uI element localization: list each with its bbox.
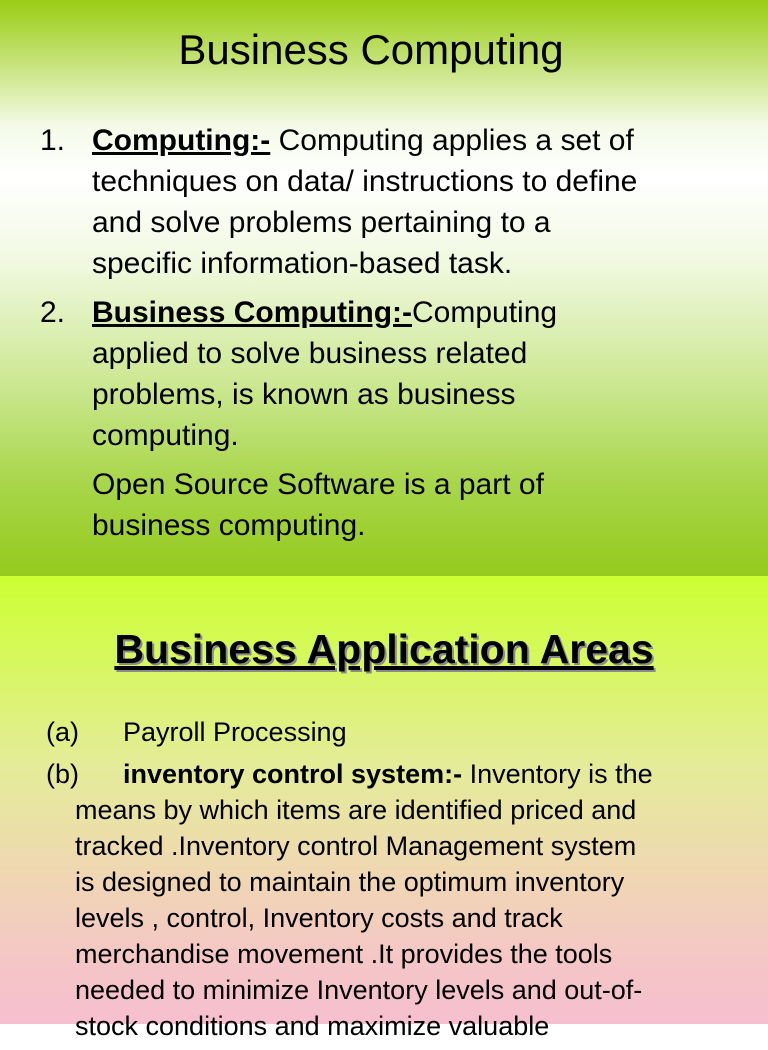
slide-business-application-areas: [0, 576, 768, 1041]
list-item: [46, 714, 726, 750]
item-text-line: problems, is known as business: [92, 378, 516, 411]
item-text-line: and solve problems pertaining to a: [92, 206, 551, 239]
item-number: 1.: [40, 124, 66, 157]
item-text-line: stock conditions and maximize valuable: [75, 1011, 550, 1041]
item-text-line: techniques on data/ instructions to define: [92, 165, 638, 198]
definition-list: [40, 120, 730, 546]
item-label: (b): [46, 759, 79, 789]
item-text: Inventory is the: [462, 759, 653, 789]
slide-title: Business Computing: [178, 26, 564, 73]
item-body: [92, 120, 730, 284]
item-text-line: specific information-based task.: [92, 247, 513, 280]
item-text-line: merchandise movement .It provides the tools: [75, 939, 613, 969]
list-item: [40, 292, 730, 456]
item-continuation: [46, 792, 726, 1044]
list-item: [40, 120, 730, 284]
item-text-line: tracked .Inventory control Management system: [75, 831, 637, 861]
list-item: [46, 756, 726, 1044]
item-text: Payroll Processing: [123, 717, 347, 747]
item-term: Computing:-: [92, 124, 271, 157]
extra-note-line: business computing.: [92, 509, 366, 542]
extra-note-line: Open Source Software is a part of: [92, 468, 544, 501]
item-label: (a): [46, 717, 79, 747]
application-list: [46, 714, 726, 1050]
item-text: Computing applies a set of: [270, 124, 634, 157]
item-body: [92, 292, 730, 456]
item-text-line: means by which items are identified priced and: [75, 795, 637, 825]
item-text-line: computing.: [92, 419, 239, 452]
item-number: 2.: [40, 296, 66, 329]
item-term: inventory control system:-: [123, 759, 463, 789]
slide-title: Business Application Areas: [114, 626, 654, 672]
item-term: Business Computing:-: [92, 296, 412, 329]
extra-note: [92, 464, 730, 546]
item-text-line: levels , control, Inventory costs and track: [75, 903, 563, 933]
item-text-line: needed to minimize Inventory levels and out-of-: [75, 975, 643, 1005]
item-text: Computing: [412, 296, 558, 329]
item-text-line: applied to solve business related: [92, 337, 528, 370]
item-text-line: is designed to maintain the optimum inventory: [75, 867, 625, 897]
